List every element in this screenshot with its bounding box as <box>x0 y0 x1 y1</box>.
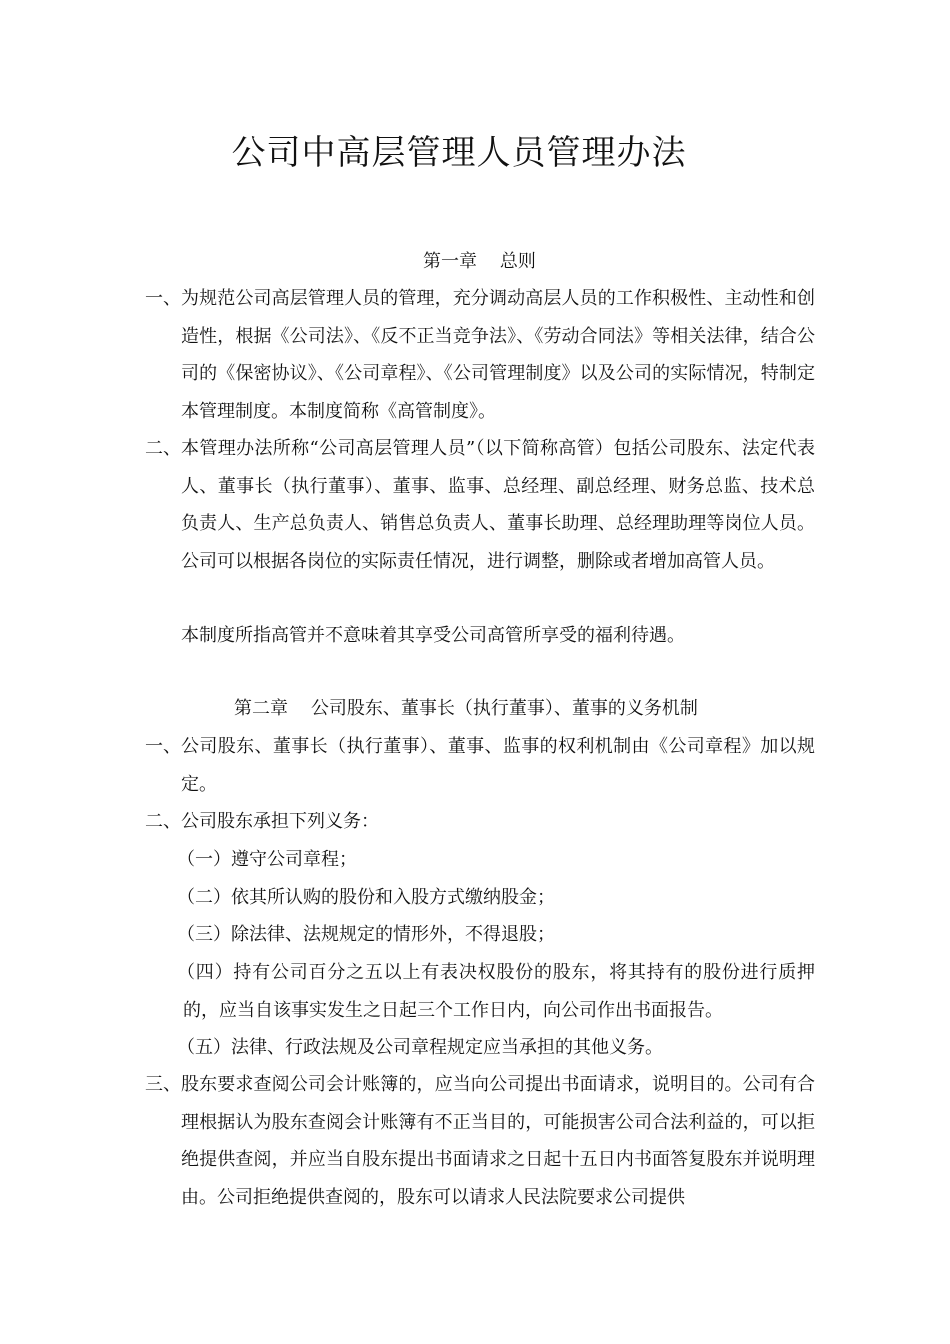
duty-item-3 <box>177 916 815 954</box>
duty-text: 依其所认购的股份和入股方式缴纳股金； <box>231 887 555 908</box>
chapter-1-note: 本制度所指高管并不意味着其享受公司高管所享受的福利待遇。 <box>181 625 685 646</box>
item-number: 一、 <box>145 288 181 309</box>
item-text: 公司股东承担下列义务： <box>181 811 379 832</box>
chapter-2-heading: 第二章 公司股东、董事长（执行董事）、董事的义务机制 <box>234 698 698 719</box>
duty-text: 持有公司百分之五以上有表决权股份的股东，将其持有的股份进行质押的，应当自该事实发生之日起三个工作日内，向公司作出书面报告。 <box>183 962 816 1021</box>
duty-number: （二） <box>177 887 231 908</box>
duty-item-5 <box>177 1029 815 1067</box>
item-number: 一、 <box>145 736 181 757</box>
item-text: 为规范公司高层管理人员的管理，充分调动高层人员的工作积极性、主动性和创造性，根据《公司法》、《反不正当竞争法》、《劳动合同法》等相关法律，结合公司的《保密协议》、《公司章程》、《公司管理制度》以及公司的实际情况，特制定本管理制度。本制度简称《高管制度》。 <box>181 288 815 422</box>
duty-text: 遵守公司章程； <box>231 849 357 870</box>
item-number: 三、 <box>145 1074 181 1095</box>
chapter-1-item-2 <box>145 430 815 580</box>
document-title: 公司中高层管理人员管理办法 <box>231 133 687 173</box>
item-text: 本管理办法所称“公司高层管理人员”（以下简称高管）包括公司股东、法定代表人、董事长（执行董事）、董事、监事、总经理、副总经理、财务总监、技术总负责人、生产总负责人、销售总负责人、董事长助理、总经理助理等岗位人员。公司可以根据各岗位的实际责任情况，进行调整，删除或者增加高管人员。 <box>181 438 815 572</box>
duty-number: （五） <box>177 1037 231 1058</box>
duty-text: 法律、行政法规及公司章程规定应当承担的其他义务。 <box>231 1037 663 1058</box>
duty-item-4 <box>177 954 816 1029</box>
duty-number: （一） <box>177 849 231 870</box>
item-number: 二、 <box>145 811 181 832</box>
chapter-2-item-3 <box>145 1066 815 1216</box>
chapter-2-item-2 <box>145 803 815 841</box>
duty-number: （四） <box>177 962 234 983</box>
item-number: 二、 <box>145 438 181 459</box>
chapter-1-heading: 第一章 总则 <box>423 251 536 272</box>
chapter-1-item-1 <box>145 280 815 430</box>
duty-number: （三） <box>177 924 231 945</box>
duty-item-1 <box>177 841 815 879</box>
duty-item-2 <box>177 879 815 917</box>
chapter-2-item-1 <box>145 728 815 803</box>
item-text: 股东要求查阅公司会计账簿的，应当向公司提出书面请求，说明目的。公司有合理根据认为股东查阅会计账簿有不正当目的，可能损害公司合法利益的，可以拒绝提供查阅，并应当自股东提出书面请求之日起十五日内书面答复股东并说明理由。公司拒绝提供查阅的，股东可以请求人民法院要求公司提供 <box>181 1074 815 1208</box>
duty-text: 除法律、法规规定的情形外，不得退股； <box>231 924 555 945</box>
item-text: 公司股东、董事长（执行董事）、董事、监事的权利机制由《公司章程》加以规定。 <box>181 736 815 795</box>
